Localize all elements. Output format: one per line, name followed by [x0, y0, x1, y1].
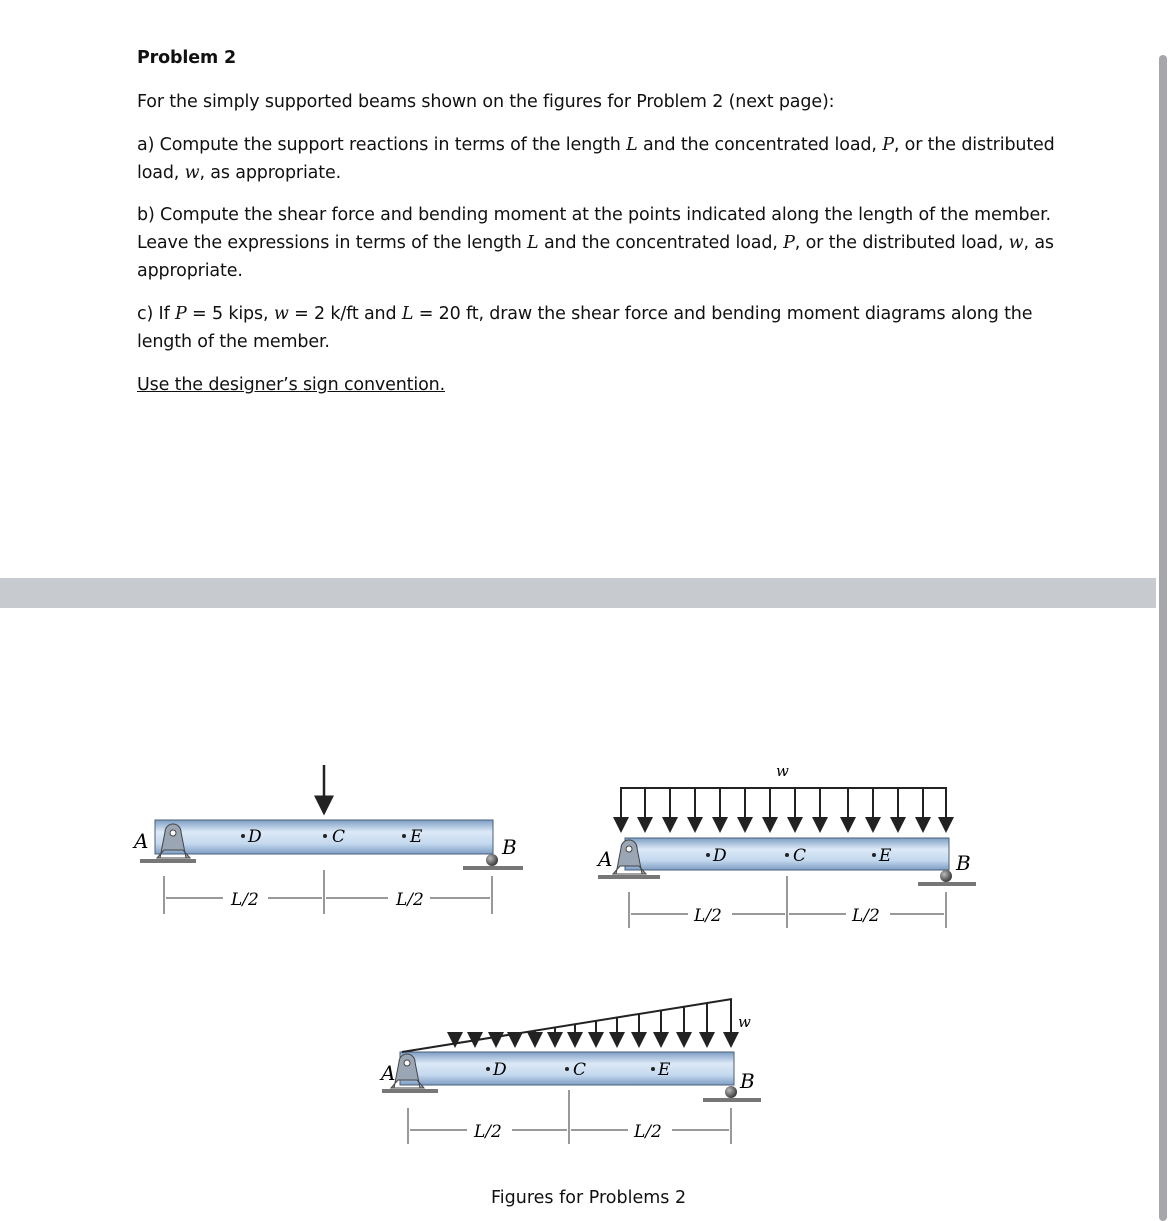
dim-label-2b: L/2 — [852, 906, 880, 926]
label-d-3: D — [493, 1060, 507, 1080]
label-e-2: E — [879, 846, 892, 866]
label-b-3: B — [740, 1069, 755, 1093]
label-w-2: w — [776, 762, 789, 780]
dot-e-2 — [872, 853, 876, 857]
dot-c-3 — [565, 1067, 569, 1071]
dim-label-2a: L/2 — [694, 906, 722, 926]
document-page-1 — [0, 0, 1156, 578]
dim-label-3a: L/2 — [474, 1122, 502, 1142]
label-a-2: A — [598, 847, 613, 871]
figure-uniform-load-beam — [596, 762, 976, 928]
sign-convention-note: Use the designer’s sign convention. — [137, 375, 446, 395]
label-d-1: D — [248, 827, 262, 847]
dim-label-1b: L/2 — [396, 890, 424, 910]
dot-d-2 — [706, 853, 710, 857]
part-b-text: b) Compute the shear force and bending moment at the points indicated along the length of the member. Leave the expressions in terms of the length L and the concentrated load, P, or the distributed load, w, as appropriate. — [137, 205, 1054, 281]
label-w-3: w — [738, 1013, 751, 1031]
part-c-text: c) If P = 5 kips, w = 2 k/ft and L = 20 ft, draw the shear force and bending moment diagrams along the length of the member. — [137, 304, 1033, 352]
vertical-scrollbar[interactable] — [1156, 0, 1170, 1221]
problem-intro: For the simply supported beams shown on the figures for Problem 2 (next page): — [137, 92, 835, 112]
dim-label-3b: L/2 — [634, 1122, 662, 1142]
dim-label-1a: L/2 — [231, 890, 259, 910]
scrollbar-thumb[interactable] — [1159, 55, 1167, 1221]
label-d-2: D — [713, 846, 727, 866]
dimension-lines-1 — [164, 870, 492, 914]
dot-c-2 — [785, 853, 789, 857]
label-a-3: A — [381, 1061, 396, 1085]
dot-d-3 — [486, 1067, 490, 1071]
uniform-load-arrows — [621, 788, 946, 831]
dot-e-3 — [651, 1067, 655, 1071]
label-c-2: C — [793, 846, 807, 866]
dot-d-1 — [241, 834, 245, 838]
figure-triangular-load-beam — [379, 999, 761, 1144]
label-c-3: C — [573, 1060, 587, 1080]
label-e-3: E — [658, 1060, 671, 1080]
dot-e-1 — [402, 834, 406, 838]
label-c-1: C — [332, 827, 346, 847]
figures-caption: Figures for Problems 2 — [491, 1188, 687, 1208]
triangular-load-slope-line — [402, 999, 732, 1052]
label-b-1: B — [502, 835, 517, 859]
label-b-2: B — [956, 851, 971, 875]
beam-figures — [0, 608, 1156, 1221]
problem-title: Problem 2 — [137, 48, 237, 68]
figure-point-load-beam — [132, 765, 523, 914]
label-a-1: A — [134, 829, 149, 853]
label-e-1: E — [410, 827, 423, 847]
dot-c-1 — [323, 834, 327, 838]
dimension-lines-2 — [629, 876, 946, 928]
page-separator — [0, 578, 1170, 608]
part-a-text: a) Compute the support reactions in terms of the length L and the concentrated load, P, or the distributed load, w, as appropriate. — [137, 135, 1055, 183]
dimension-lines-3 — [408, 1090, 731, 1144]
